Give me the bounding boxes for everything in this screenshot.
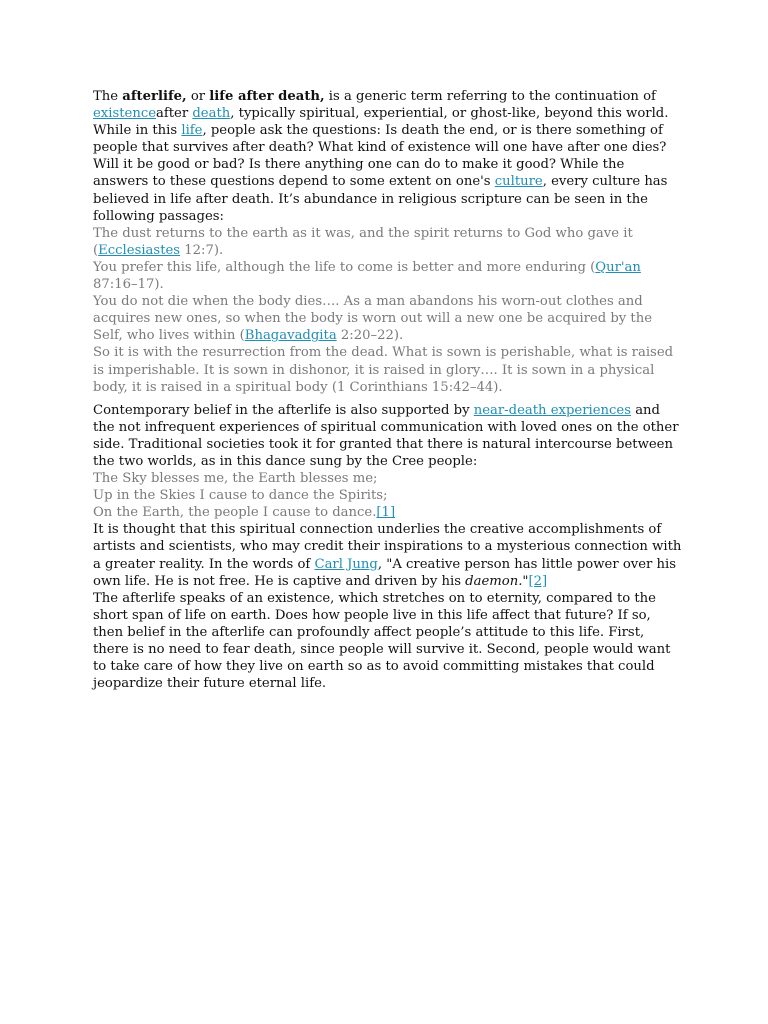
contemporary-text: Contemporary belief in the afterlife is also supported by: [93, 402, 474, 418]
cree-line-2: Up in the Skies I cause to dance the Spirits;: [93, 488, 388, 504]
intro-text: , people ask the questions: Is death the end, or is there something of people that survives after death? What kind of existence will one have after one dies? Will it be good or bad? Is there anything one can do to make it good? While the answers to these questions depend to some extent on one's: [93, 123, 667, 190]
connection-text: ": [522, 573, 529, 589]
intro-text: after: [156, 106, 193, 122]
intro-text: or: [186, 89, 210, 104]
contemporary-text: and the not infrequent experiences of spiritual communication with loved ones on the other side. Traditional societies took it for granted that there is natural intercourse between the two worlds, as in this dance sung by the Cree people:: [93, 402, 679, 469]
intro-text: The: [93, 89, 123, 104]
intro-text: , typically spiritual, experiential, or ghost-like, beyond this world. While in this: [93, 106, 669, 139]
quote-ecclesiastes: [93, 225, 683, 259]
document-body: [93, 88, 683, 692]
quote-text: The dust returns to the earth as it was, and the spirit returns to God who gave it (: [93, 225, 633, 258]
link-ecclesiastes[interactable]: Ecclesiastes: [98, 242, 181, 258]
connection-text: , "A creative person has little power over his own life. He is not free. He is captive and driven by his: [93, 556, 677, 589]
term-afterlife: afterlife,: [122, 89, 187, 104]
link-near-death-experiences[interactable]: near-death experiences: [473, 402, 631, 418]
link-quran[interactable]: Qur'an: [595, 259, 641, 275]
intro-text: is a generic term referring to the continuation of: [324, 89, 656, 104]
link-existence[interactable]: existence: [93, 106, 157, 122]
quote-text: You do not die when the body dies…. As a man abandons his worn-out clothes and acquires new ones, so when the body is worn out will a new one be acquired by the Self, who lives within (: [93, 294, 653, 344]
link-death[interactable]: death: [192, 106, 231, 122]
quote-reference: 12:7).: [180, 242, 224, 258]
link-life[interactable]: life: [181, 123, 203, 139]
cree-line-3: [93, 504, 683, 521]
term-life-after-death: life after death,: [209, 89, 325, 104]
term-daemon: daemon.: [465, 573, 523, 589]
connection-paragraph: [93, 521, 683, 589]
link-carl-jung[interactable]: Carl Jung: [314, 556, 378, 572]
contemporary-paragraph: [93, 402, 683, 470]
quote-bhagavadgita: [93, 293, 683, 344]
conclusion-paragraph: The afterlife speaks of an existence, which stretches on to eternity, compared to the short span of life on earth. Does how people live in this life affect that future? If so, then belief in the afterlife can profoundly affect people’s attitude to this life. First, there is no need to fear death, since people will survive it. Second, people would want to take care of how they live on earth so as to avoid committing mistakes that could jeopardize their future eternal life.: [93, 590, 671, 692]
cree-line-1: The Sky blesses me, the Earth blesses me;: [93, 471, 378, 487]
quote-reference: 2:20–22).: [336, 328, 404, 344]
footnote-link-2[interactable]: [2]: [528, 573, 548, 589]
quote-reference: 87:16–17).: [93, 277, 164, 293]
footnote-link-1[interactable]: [1]: [376, 505, 396, 521]
intro-paragraph: [93, 88, 683, 225]
quote-quran: [93, 259, 683, 293]
link-culture[interactable]: culture: [494, 174, 543, 190]
quote-corinthians: So it is with the resurrection from the dead. What is sown is perishable, what is raised is imperishable. It is sown in dishonor, it is raised in glory…. It is sown in a physical body, it is raised in a spiritual body (1 Corinthians 15:42–44).: [93, 345, 674, 395]
cree-line-3-text: On the Earth, the people I cause to dance.: [93, 505, 377, 521]
intro-text: , every culture has believed in life after death. It’s abundance in religious scripture can be seen in the following passages:: [93, 174, 668, 224]
connection-text: It is thought that this spiritual connection underlies the creative accomplishments of artists and scientists, who may credit their inspirations to a mysterious connection with a greater reality. In the words of: [93, 522, 682, 572]
link-bhagavadgita[interactable]: Bhagavadgita: [244, 328, 337, 344]
quote-text: You prefer this life, although the life to come is better and more enduring (: [93, 259, 596, 275]
